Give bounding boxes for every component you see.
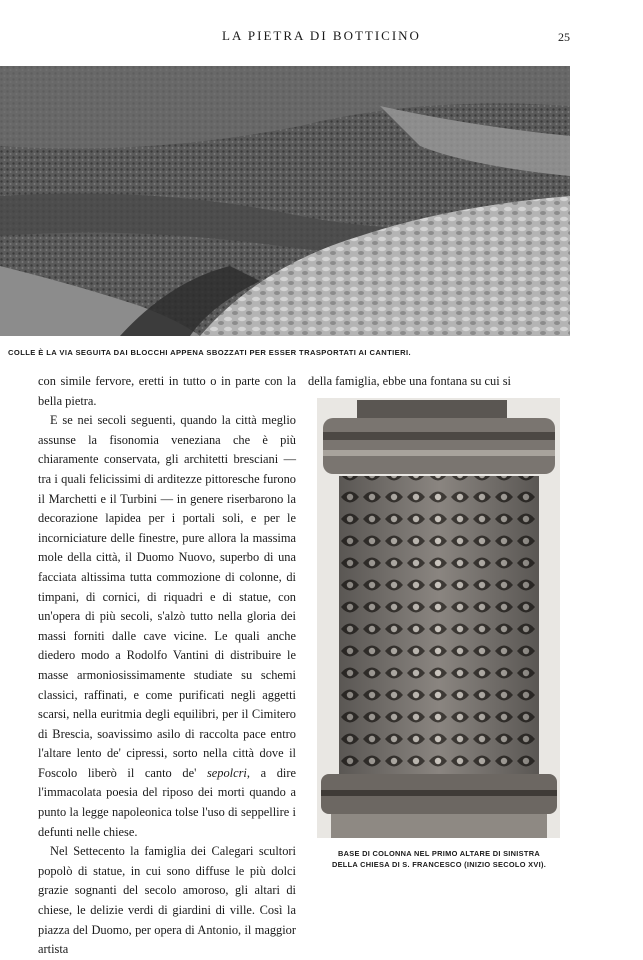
paragraph-2-italic: sepolcri [206,765,247,780]
paragraph-2-text-b: , a dire l'immacolata poesia del riposo dei morti quando a punto la legge napoleonica tolse l'uso di seppellire i defunti nelle chiese. [38,765,296,839]
paragraph-2 [38,411,296,842]
left-text-column [38,372,296,960]
page-number: 25 [558,30,570,44]
column-caption-line-2: DELLA CHIESA DI S. FRANCESCO (INIZIO SECOLO XVI). [331,860,547,869]
running-title: LA PIETRA DI BOTTICINO [222,28,421,43]
carved-column-base-photo [317,398,560,838]
paragraph-3: Nel Settecento la famiglia dei Calegari scultori popolò di statue, in cui sono diffuse le più dolci grazie sognanti del secolo amoroso, gli altari di chiese, le delizie verdi di giardini di ville. Così la piazza del Duomo, per opera di Antonio, il maggior artista [38,844,296,957]
column-figure-caption [304,848,574,870]
paragraph-1: con simile fervore, eretti in tutto o in parte con la bella pietra. [38,374,296,408]
paragraph-2-text-a: E se nei secoli seguenti, quando la città meglio assunse la fisonomia veneziana che è più chiaramente conservata, gli architetti bresciani — tra i quali felicissimi di arditezze pittoresche furono il Marchetti e il Turbini — in genere riserbarono la decorazione lapidea per i portali soli, e per le incorniciature delle finestre, pure allora la massima mole della città, il Duomo Nuovo, superbo di una facciata altissima tutta commozione di colonne, di timpani, di cornici, di riquadri e di statue, con un'opera di più secoli, s'alzò tutto nella gloria dei massi forniti dalle cave vicine. Le quali anche diedero modo a Rodolfo Vantini di distribuire le masse armoniosissimamente studiate su schemi classici, raffinati, e come purificati negli aggetti scarsi, nella euritmia degli equilibri, per il Cimitero di Brescia, soavissimo asilo di raccolta pace entro l'altare lento de' cipressi, sorto nella città dove il Foscolo liberò il canto de' [38,413,296,780]
hillside-quarry-photo [0,66,570,336]
top-figure-caption: COLLE È LA VIA SEGUITA DAI BLOCCHI APPENA SBOZZATI PER ESSER TRASPORTATI AI CANTIERI. [8,348,412,357]
right-column-text: della famiglia, ebbe una fontana su cui si [308,374,511,388]
column-caption-line-1: BASE DI COLONNA NEL PRIMO ALTARE DI SINISTRA [338,849,540,858]
